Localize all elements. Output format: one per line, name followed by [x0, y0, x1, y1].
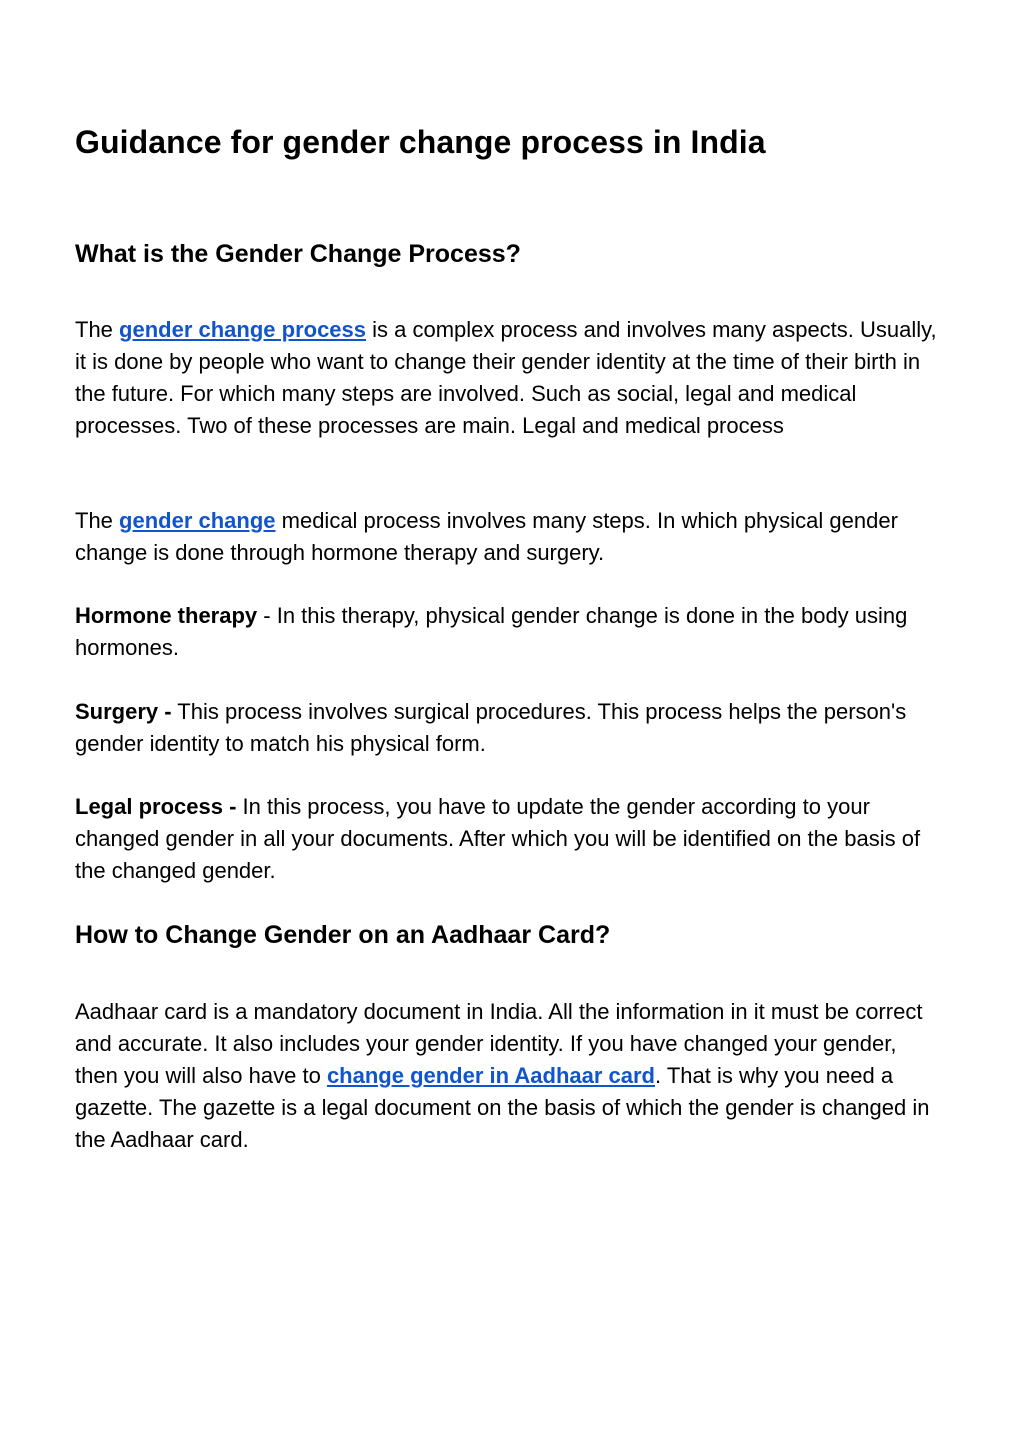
- section-heading-aadhaar: How to Change Gender on an Aadhaar Card?: [75, 921, 611, 949]
- aadhaar-text-post: . That is why you need a gazette. The gazette is a legal document on the basis of which the gender is changed in the Aadhaar card.: [75, 1063, 930, 1152]
- surgery-term: Surgery -: [75, 699, 172, 724]
- legal-process-term: Legal process -: [75, 794, 237, 819]
- gender-change-process-link[interactable]: gender change process: [119, 317, 367, 342]
- gender-change-link[interactable]: gender change: [119, 508, 276, 533]
- hormone-therapy-paragraph: [75, 600, 945, 664]
- hormone-therapy-text: - In this therapy, physical gender change is done in the body using hormones.: [75, 603, 908, 660]
- surgery-text: This process involves surgical procedures. This process helps the person's gender identity to match his physical form.: [75, 699, 907, 756]
- medical-text-post: medical process involves many steps. In which physical gender change is done through hormone therapy and surgery.: [75, 508, 898, 565]
- medical-text-pre: The: [75, 508, 120, 533]
- medical-process-paragraph: [75, 505, 945, 569]
- hormone-therapy-term: Hormone therapy: [75, 603, 258, 628]
- page-title: Guidance for gender change process in India: [75, 124, 766, 160]
- legal-process-paragraph: [75, 791, 945, 887]
- aadhaar-text-pre: Aadhaar card is a mandatory document in India. All the information in it must be correct and accurate. It also includes your gender identity. If you have changed your gender, then you will also have to: [75, 999, 923, 1088]
- change-gender-aadhaar-link[interactable]: change gender in Aadhaar card: [326, 1063, 655, 1088]
- aadhaar-paragraph: [75, 996, 945, 1156]
- intro-paragraph: [75, 314, 945, 442]
- surgery-paragraph: [75, 696, 945, 760]
- intro-text-pre: The: [75, 317, 120, 342]
- legal-process-text: In this process, you have to update the gender according to your changed gender in all your documents. After which you will be identified on the basis of the changed gender.: [75, 794, 921, 883]
- intro-text-post: is a complex process and involves many aspects. Usually, it is done by people who want to change their gender identity at the time of their birth in the future. For which many steps are involved. Such as social, legal and medical processes. Two of these processes are main. Legal and medical process: [75, 317, 937, 438]
- section-heading-gender-change-process: What is the Gender Change Process?: [75, 240, 521, 268]
